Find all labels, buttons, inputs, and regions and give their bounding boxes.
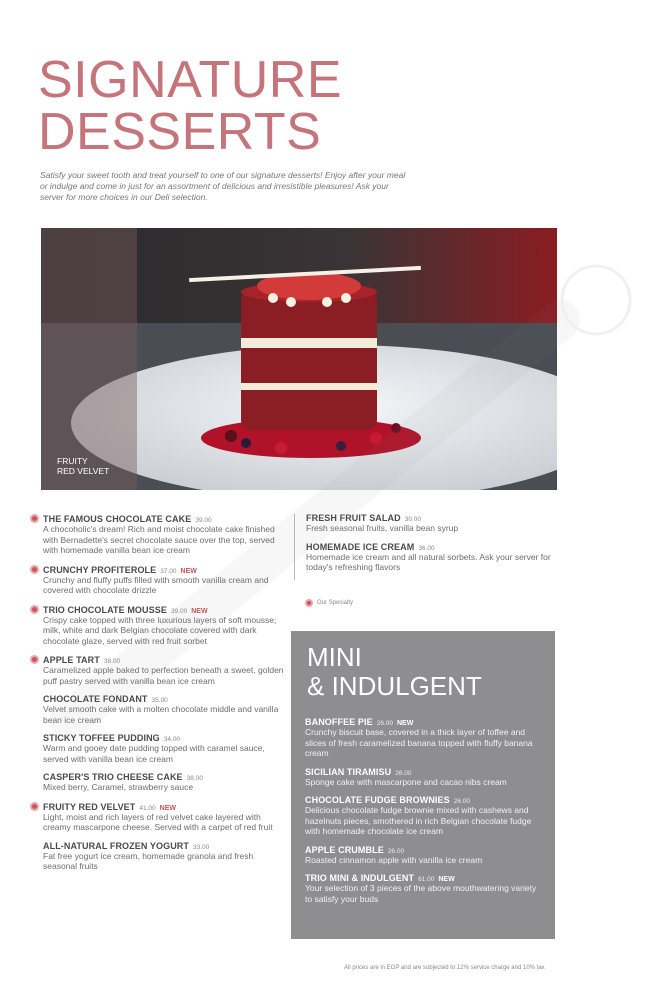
menu-item-name: SICILIAN TIRAMISU — [305, 766, 392, 777]
specialty-legend — [305, 599, 353, 607]
menu-item-price: 26.00 — [387, 847, 405, 855]
hero-image — [41, 228, 557, 490]
menu-item — [305, 845, 541, 866]
mini-indulgent-box — [291, 631, 555, 939]
menu-item-description: Fresh seasonal fruits, vanilla bean syrup — [306, 523, 459, 533]
specialty-icon — [305, 599, 313, 607]
menu-item — [30, 654, 285, 686]
menu-item-header — [306, 513, 556, 523]
menu-item-price: 35.00 — [151, 697, 168, 704]
specialty-icon — [30, 605, 39, 614]
menu-item-description: Velvet smooth cake with a molten chocolate middle and vanilla bean ice cream — [43, 704, 279, 725]
menu-item-price: 38.00 — [186, 775, 203, 782]
menu-item-header — [30, 694, 285, 704]
menu-item-price: 41.00 — [139, 804, 156, 812]
menu-item — [30, 564, 285, 596]
menu-item — [30, 733, 285, 764]
title-line-1: SIGNATURE — [38, 51, 343, 109]
menu-item-description: A chocoholic's dream! Rich and moist chocolate cake finished with Bernadette's secret chocolate sauce over the top, served with homemade vanilla bean ice cream — [43, 524, 275, 555]
menu-item-name: CASPER'S TRIO CHEESE CAKE — [43, 772, 183, 782]
menu-item-price: 39.00 — [170, 607, 188, 615]
new-badge: NEW — [180, 567, 197, 575]
specialty-icon — [30, 565, 39, 574]
menu-item — [30, 772, 285, 793]
menu-item-price: 61.00 — [418, 876, 435, 883]
menu-item-price: 30.00 — [404, 516, 421, 523]
intro-text: Satisfy your sweet tooth and treat yourself to one of our signature desserts! Enjoy after your meal or indulge and come in just for an assortment of delicious and irresistible pleasures! Ask your server for more choices in our Deli selection. — [40, 170, 406, 202]
specialty-icon — [30, 514, 39, 523]
menu-item-name: THE FAMOUS CHOCOLATE CAKE — [43, 514, 192, 524]
menu-item-description: Mixed berry, Caramel, strawberry sauce — [43, 782, 194, 792]
menu-item-header — [30, 513, 285, 524]
menu-item — [306, 542, 556, 573]
specialty-icon — [30, 802, 39, 811]
right-menu-column — [306, 513, 556, 581]
mini-items — [305, 717, 541, 904]
menu-item-header — [30, 604, 285, 615]
menu-item-price: 36.00 — [418, 544, 435, 552]
menu-item — [305, 873, 541, 904]
specialty-label: Our Specialty — [317, 600, 354, 606]
menu-item-name: ALL-NATURAL FROZEN YOGURT — [43, 840, 189, 851]
menu-item — [305, 767, 541, 788]
hero-overlay — [41, 228, 137, 490]
menu-item — [30, 801, 285, 833]
menu-item-description: Crispy cake topped with three luxurious layers of soft mousse; milk, white and dark Belgian chocolate covered with dark chocolate glaze, served with red fruit sorbet — [43, 614, 277, 646]
menu-item-header — [30, 564, 285, 575]
menu-item-name: CRUNCHY PROFITEROLE — [43, 564, 157, 575]
menu-item-description: Crunchy biscuit base, covered in a thick layer of toffee and slices of fresh caramelized banana topped with fluffy banana cream — [305, 727, 533, 758]
menu-item-name: HOMEMADE ICE CREAM — [306, 541, 415, 552]
menu-item — [305, 795, 541, 837]
menu-item-name: STICKY TOFFEE PUDDING — [43, 733, 160, 743]
menu-item-name: TRIO MINI & INDULGENT — [305, 873, 415, 883]
menu-item — [30, 604, 285, 647]
menu-item-price: 26.00 — [453, 798, 471, 805]
menu-item-price: 34.00 — [163, 736, 181, 743]
menu-item-description: Caramelized apple baked to perfection beneath a sweet, golden puff pastry served with vanilla bean ice cream — [43, 665, 284, 686]
menu-item-description: Homemade ice cream and all natural sorbets. Ask your server for today's refreshing flavors — [306, 551, 551, 572]
menu-item-header — [30, 772, 285, 782]
mini-title — [307, 643, 541, 701]
menu-item-name: CHOCOLATE FONDANT — [43, 694, 148, 704]
menu-item-header — [305, 767, 541, 777]
new-badge: NEW — [438, 876, 455, 883]
menu-item-header — [30, 654, 285, 665]
menu-item-description: Fat free yogurt ice cream, homemade granola and fresh seasonal fruits — [43, 850, 254, 871]
menu-item-header — [30, 841, 285, 851]
specialty-icon — [30, 655, 39, 664]
hero-caption-line-1: FRUITY — [57, 456, 88, 466]
menu-item-name: TRIO CHOCOLATE MOUSSE — [43, 604, 167, 615]
hero-caption-line-2: RED VELVET — [57, 466, 110, 476]
menu-item — [30, 841, 285, 872]
menu-item-name: FRESH FRUIT SALAD — [306, 513, 401, 523]
menu-item-name: APPLE TART — [43, 655, 100, 665]
menu-item-price: 38.00 — [103, 658, 121, 665]
new-badge: NEW — [191, 607, 208, 615]
left-menu-column — [30, 513, 285, 880]
menu-item-name: BANOFFEE PIE — [305, 717, 373, 727]
menu-item-price: 26.00 — [395, 769, 412, 777]
menu-item-header — [30, 733, 285, 743]
menu-item-header — [305, 845, 541, 855]
new-badge: NEW — [397, 720, 414, 727]
menu-item-price: 26.00 — [376, 720, 393, 727]
footer-note: All prices are in EGP and are subjected to 12% service charge and 10% tax — [344, 965, 545, 971]
page-title — [38, 51, 343, 161]
menu-item-name: FRUITY RED VELVET — [43, 801, 136, 812]
menu-item-price: 37.00 — [160, 567, 177, 575]
menu-item — [30, 513, 285, 556]
menu-item-name: APPLE CRUMBLE — [305, 844, 384, 855]
menu-item-description: Warm and gooey date pudding topped with caramel sauce, served with vanilla bean ice cream — [43, 743, 265, 764]
menu-item — [30, 694, 285, 725]
hero-caption — [57, 456, 109, 476]
mini-title-line-2: & INDULGENT — [307, 671, 482, 701]
menu-item-description: Light, moist and rich layers of red velvet cake layered with creamy mascarpone cheese. Served with a carpet of red fruit — [43, 811, 273, 832]
menu-item-header — [306, 542, 556, 552]
menu-item-header — [30, 801, 285, 812]
mini-title-line-1: MINI — [307, 642, 362, 672]
menu-item-description: Sponge cake with mascarpone and cacao nibs cream — [305, 776, 507, 787]
new-badge: NEW — [159, 804, 177, 812]
menu-item-header — [305, 873, 541, 883]
menu-item — [306, 513, 556, 534]
title-line-2: DESSERTS — [38, 103, 322, 161]
column-divider — [294, 514, 295, 580]
menu-item-header — [305, 717, 541, 727]
menu-item-description: Your selection of 3 pieces of the above mouthwatering variety to satisfy your buds — [305, 883, 537, 904]
menu-item-header — [305, 795, 541, 805]
menu-item-price: 33.00 — [193, 843, 210, 851]
menu-item — [305, 717, 541, 759]
menu-item-description: Delicious chocolate fudge brownie mixed with cashews and hazelnuts pieces, smothered in rich Belgian chocolate fudge with homemade chocolate ice cream — [305, 805, 532, 836]
menu-item-price: 39.00 — [195, 517, 212, 524]
menu-item-description: Roasted cinnamon apple with vanilla ice cream — [305, 854, 483, 865]
menu-item-name: CHOCOLATE FUDGE BROWNIES — [305, 795, 450, 805]
menu-item-description: Crunchy and fluffy puffs filled with smooth vanilla cream and covered with chocolate drizzle — [43, 574, 269, 595]
